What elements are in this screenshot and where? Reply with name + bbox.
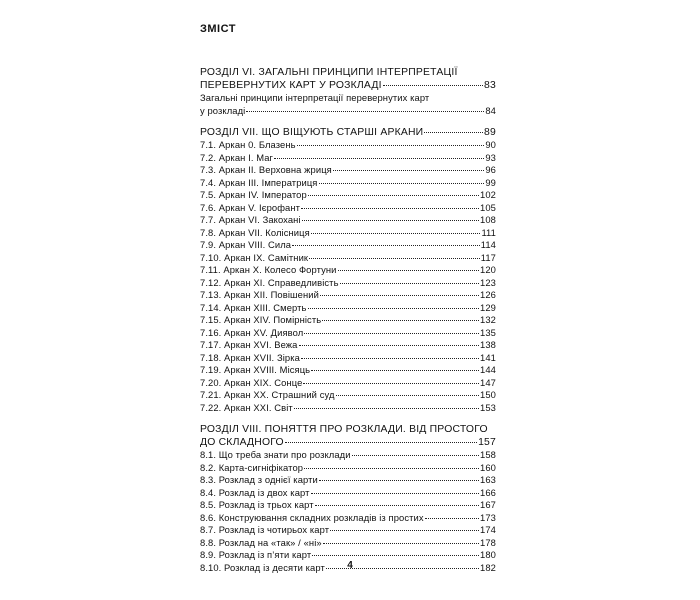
toc-entry bbox=[200, 139, 496, 152]
toc-entry-text: 7.1. Аркан 0. Блазень bbox=[200, 139, 296, 150]
section-heading-text: ПЕРЕВЕРНУТИХ КАРТ У РОЗКЛАДІ bbox=[200, 80, 382, 91]
toc-entry-page: 153 bbox=[480, 401, 496, 413]
section-heading bbox=[200, 423, 496, 449]
toc-entry-page: 105 bbox=[480, 201, 496, 213]
toc-entry-text: 8.2. Карта-сигніфікатор bbox=[200, 461, 304, 473]
toc-entry-page: 102 bbox=[480, 189, 496, 200]
toc-entry-text: 7.13. Аркан XII. Повішений bbox=[200, 289, 319, 300]
dot-leader bbox=[330, 530, 479, 531]
toc-entry-page: 90 bbox=[485, 139, 496, 150]
toc-entry bbox=[200, 499, 496, 512]
toc-entry-page: 163 bbox=[480, 474, 496, 485]
toc-entry-page: 132 bbox=[480, 314, 496, 325]
toc-section bbox=[200, 126, 496, 414]
dot-leader bbox=[383, 85, 483, 86]
toc-entry bbox=[200, 449, 496, 462]
dot-leader bbox=[319, 480, 479, 481]
toc-entry-text: 7.17. Аркан XVI. Вежа bbox=[200, 339, 298, 350]
dot-leader bbox=[308, 308, 480, 309]
dot-leader bbox=[303, 383, 479, 384]
toc-entry-text: 7.4. Аркан III. Імператриця bbox=[200, 176, 318, 188]
toc-entry bbox=[200, 377, 496, 390]
toc-entry-text: 7.18. Аркан XVII. Зірка bbox=[200, 351, 300, 363]
toc-entry bbox=[200, 177, 496, 190]
section-heading-text: РОЗДІЛ VII. ЩО ВІЩУЮТЬ СТАРШІ АРКАНИ bbox=[200, 127, 424, 138]
toc-entry bbox=[200, 314, 496, 327]
dot-leader bbox=[297, 145, 485, 146]
toc-entry-page: 138 bbox=[480, 339, 496, 350]
toc-entry-text: 7.7. Аркан VI. Закохані bbox=[200, 214, 301, 225]
toc-entry bbox=[200, 537, 496, 550]
toc-entry bbox=[200, 339, 496, 352]
toc-entry-text: 8.8. Розклад на «так» / «ні» bbox=[200, 536, 322, 548]
section-heading bbox=[200, 66, 496, 92]
toc-entry bbox=[200, 152, 496, 165]
toc-entry-text: 7.15. Аркан XIV. Помірність bbox=[200, 314, 322, 325]
toc-entry bbox=[200, 474, 496, 487]
dot-leader bbox=[319, 183, 485, 184]
toc-entry-text: у розкладі bbox=[200, 104, 246, 116]
toc-entry-page: 126 bbox=[480, 289, 496, 300]
toc-entry-text: 7.5. Аркан IV. Імператор bbox=[200, 189, 307, 200]
dot-leader bbox=[311, 233, 481, 234]
dot-leader bbox=[301, 208, 479, 209]
toc-entry bbox=[200, 264, 496, 277]
dot-leader bbox=[299, 345, 480, 346]
toc-entry-page: 160 bbox=[480, 461, 496, 473]
section-heading-page: 89 bbox=[484, 127, 496, 138]
toc-entry-text: 7.21. Аркан XX. Страшний суд bbox=[200, 389, 335, 400]
dot-leader bbox=[340, 283, 479, 284]
toc-entry-page: 167 bbox=[480, 499, 496, 510]
toc-entry-page: 150 bbox=[480, 389, 496, 400]
toc-entry-text: 8.7. Розклад із чотирьох карт bbox=[200, 524, 330, 535]
toc-entry bbox=[200, 402, 496, 415]
section-heading-text: ДО СКЛАДНОГО bbox=[200, 437, 284, 448]
toc-entry bbox=[200, 487, 496, 500]
toc-entry-text: 7.16. Аркан XV. Диявол bbox=[200, 326, 304, 338]
toc-entry-text: 8.4. Розклад із двох карт bbox=[200, 486, 310, 498]
dot-leader bbox=[425, 518, 479, 519]
section-heading bbox=[200, 126, 496, 139]
toc-entry-page: 141 bbox=[480, 351, 496, 363]
toc-entry-text: 7.22. Аркан XXI. Світ bbox=[200, 401, 293, 413]
toc-entry-text: 8.10. Розклад із десяти карт bbox=[200, 561, 325, 573]
toc-entry-page: 117 bbox=[480, 251, 496, 263]
dot-leader bbox=[338, 270, 480, 271]
page-number: 4 bbox=[347, 560, 353, 571]
toc-entry-page: 114 bbox=[480, 239, 496, 250]
dot-leader bbox=[246, 111, 484, 112]
dot-leader bbox=[308, 195, 479, 196]
toc-entry-page: 99 bbox=[485, 176, 496, 188]
toc-entry-text: 8.3. Розклад з однієї карти bbox=[200, 474, 318, 485]
toc-entry bbox=[200, 277, 496, 290]
toc-entry bbox=[200, 364, 496, 377]
dot-leader bbox=[301, 358, 479, 359]
toc-entry-page: 173 bbox=[480, 511, 496, 523]
dot-leader bbox=[304, 333, 479, 334]
toc-entry-text: 7.20. Аркан XIX. Сонце bbox=[200, 376, 303, 388]
toc-entry-page: 135 bbox=[480, 326, 496, 338]
dot-leader bbox=[322, 320, 479, 321]
dot-leader bbox=[315, 505, 479, 506]
dot-leader bbox=[309, 258, 480, 259]
table-of-contents bbox=[200, 66, 496, 583]
toc-header: ЗМІСТ bbox=[200, 23, 236, 35]
toc-entry bbox=[200, 389, 496, 402]
toc-entry-page: 129 bbox=[480, 301, 496, 313]
toc-entry bbox=[200, 302, 496, 315]
toc-entry-page: 178 bbox=[480, 536, 496, 548]
toc-entry bbox=[200, 202, 496, 215]
dot-leader bbox=[312, 555, 479, 556]
dot-leader bbox=[302, 220, 479, 221]
dot-leader bbox=[311, 370, 479, 371]
toc-entry bbox=[200, 352, 496, 365]
section-heading-page: 157 bbox=[478, 437, 496, 448]
toc-entry bbox=[200, 524, 496, 537]
dot-leader bbox=[336, 395, 480, 396]
dot-leader bbox=[294, 408, 479, 409]
toc-entry-page: 182 bbox=[480, 561, 496, 573]
toc-entry bbox=[200, 512, 496, 525]
toc-entry-page: 144 bbox=[480, 364, 496, 375]
toc-entry-page: 166 bbox=[480, 486, 496, 498]
section-heading-text-first: РОЗДІЛ VI. ЗАГАЛЬНІ ПРИНЦИПИ ІНТЕРПРЕТАЦІЇ bbox=[200, 67, 458, 78]
dot-leader bbox=[320, 295, 479, 296]
toc-entry bbox=[200, 92, 496, 117]
toc-entry-text: 7.12. Аркан XI. Справедливість bbox=[200, 276, 339, 288]
toc-entry bbox=[200, 164, 496, 177]
toc-entry-page: 180 bbox=[480, 549, 496, 560]
toc-entry-page: 108 bbox=[480, 214, 496, 225]
toc-entry-page: 111 bbox=[481, 226, 496, 238]
toc-entry-text: 7.10. Аркан IX. Самітник bbox=[200, 251, 309, 263]
toc-entry-page: 84 bbox=[485, 104, 496, 116]
toc-entry-page: 158 bbox=[480, 449, 496, 460]
toc-entry-text: 8.1. Що треба знати про розклади bbox=[200, 449, 351, 460]
toc-entry-text: 7.3. Аркан II. Верховна жриця bbox=[200, 164, 332, 175]
dot-leader bbox=[311, 493, 480, 494]
toc-entry bbox=[200, 327, 496, 340]
toc-entry bbox=[200, 239, 496, 252]
toc-entry-text: 7.6. Аркан V. Ієрофант bbox=[200, 201, 301, 213]
toc-entry-text: 7.14. Аркан XIII. Смерть bbox=[200, 301, 307, 313]
toc-entry bbox=[200, 189, 496, 202]
section-heading-page: 83 bbox=[484, 80, 496, 91]
toc-entry-page: 96 bbox=[485, 164, 496, 175]
toc-entry-text: 7.19. Аркан XVIII. Місяць bbox=[200, 364, 311, 375]
toc-entry-text: 8.6. Конструювання складних розкладів із простих bbox=[200, 511, 424, 523]
toc-entry-text: 7.8. Аркан VII. Колісниця bbox=[200, 226, 310, 238]
dot-leader bbox=[292, 245, 480, 246]
dot-leader bbox=[274, 158, 484, 159]
section-heading-text-first: РОЗДІЛ VIII. ПОНЯТТЯ ПРО РОЗКЛАДИ. ВІД ПРОСТОГО bbox=[200, 424, 488, 435]
toc-entry-page: 174 bbox=[480, 524, 496, 535]
toc-entry-text: 8.5. Розклад із трьох карт bbox=[200, 499, 314, 510]
toc-entry bbox=[200, 289, 496, 302]
toc-entry-text-first: Загальні принципи інтерпретації перевернутих карт bbox=[200, 92, 430, 103]
toc-entry-page: 120 bbox=[480, 264, 496, 275]
dot-leader bbox=[285, 442, 477, 443]
toc-entry-text: 8.9. Розклад із п’яти карт bbox=[200, 549, 312, 560]
dot-leader bbox=[323, 543, 479, 544]
toc-entry bbox=[200, 462, 496, 475]
toc-entry-page: 147 bbox=[480, 376, 496, 388]
toc-entry-page: 93 bbox=[485, 151, 496, 163]
dot-leader bbox=[304, 468, 479, 469]
toc-entry bbox=[200, 227, 496, 240]
toc-entry bbox=[200, 252, 496, 265]
toc-entry-text: 7.11. Аркан X. Колесо Фортуни bbox=[200, 264, 337, 275]
toc-entry-page: 123 bbox=[480, 276, 496, 288]
dot-leader bbox=[333, 170, 485, 171]
toc-entry bbox=[200, 214, 496, 227]
dot-leader bbox=[352, 455, 479, 456]
dot-leader bbox=[424, 132, 483, 133]
toc-entry-text: 7.2. Аркан I. Маг bbox=[200, 151, 274, 163]
toc-entry-text: 7.9. Аркан VIII. Сила bbox=[200, 239, 292, 250]
toc-section bbox=[200, 66, 496, 117]
toc-section bbox=[200, 423, 496, 574]
